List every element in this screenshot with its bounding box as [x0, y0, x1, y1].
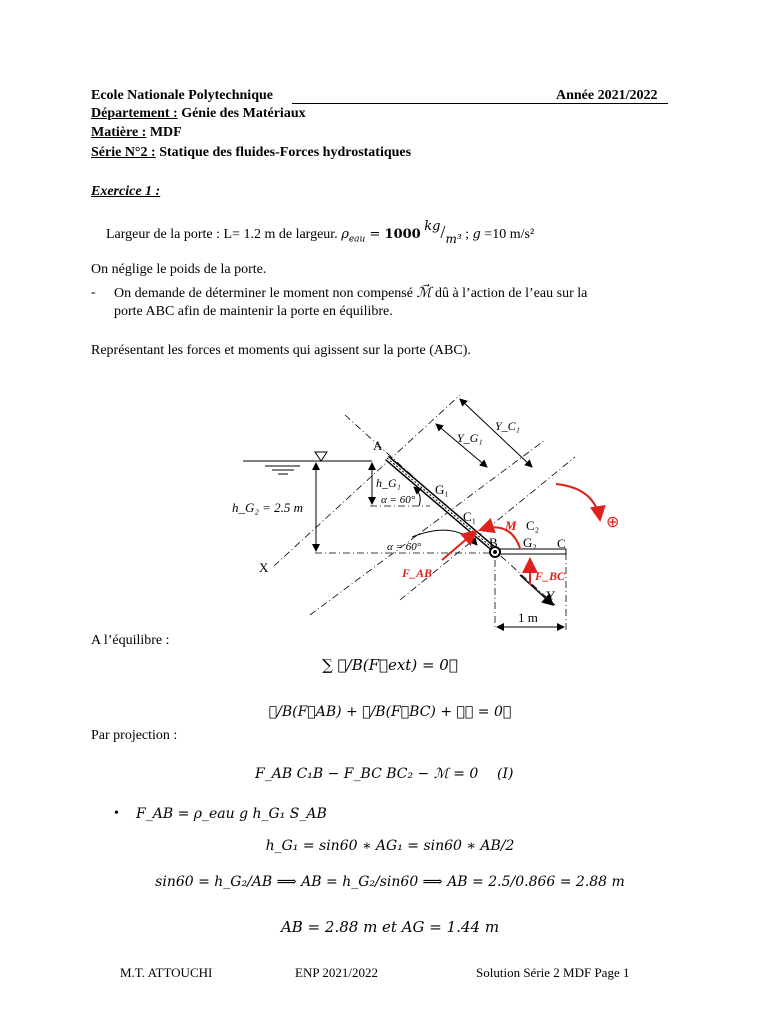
series-value: Statique des fluides-Forces hydrostatiques [155, 145, 412, 160]
force-fab-arrow [442, 531, 476, 560]
header-year: Année 2021/2022 [556, 88, 658, 103]
task-dash: - [91, 285, 96, 300]
label-g2: G₂ [523, 535, 537, 550]
gate-diagram [0, 380, 768, 640]
header-school: Ecole Nationale Polytechnique [91, 88, 273, 103]
equation-fab: F_AB = ρ_eau g h_G₁ S_AB [136, 806, 327, 822]
represent-text: Représentant les forces et moments qui agissent sur la porte (ABC). [91, 343, 471, 358]
dept-value: Génie des Matériaux [177, 106, 306, 121]
label-yg1: Y_G₁ [457, 431, 483, 445]
equation-sin60: sin60 = h_G₂/AB ⟹ AB = h_G₂/sin60 ⟹ AB = 2.5/0.866 = 2.88 m [155, 874, 625, 890]
given-text: Largeur de la porte : L= 1.2 m de largeur. [106, 227, 338, 242]
slash: / [440, 222, 446, 242]
equation-projection: F_AB C₁B − F_BC BC₂ − ℳ = 0 [255, 766, 479, 782]
equilibrium-label: A l’équilibre : [91, 633, 170, 648]
axes [274, 395, 575, 630]
equation-number: (I) [497, 766, 514, 782]
neglect-text: On néglige le poids de la porte. [91, 262, 267, 277]
header-subject [91, 125, 182, 141]
task-text-b: dû à l’action de l’eau sur la [434, 286, 588, 301]
m3-unit: m³ [445, 232, 462, 246]
label-b: B [489, 535, 498, 550]
label-fbc: F_BC [535, 569, 566, 583]
water-level-symbol [265, 452, 327, 474]
label-c1: C₁ [463, 509, 477, 524]
subject-label: Matière : [91, 125, 147, 140]
series-label: Série N°2 : [91, 145, 156, 160]
header-rule [292, 103, 668, 104]
header-department [91, 106, 306, 122]
task-line-2: porte ABC afin de maintenir la porte en équilibre. [114, 304, 393, 319]
header-series [91, 145, 411, 161]
equation-moments: ℳ/B(F⃗AB) + ℳ/B(F⃗BC) + ℳ⃗ = 0⃗ [268, 704, 512, 720]
label-1m: 1 m [518, 610, 538, 625]
label-c2: C₂ [526, 518, 540, 533]
label-positive: ⊕ [606, 514, 620, 531]
label-alpha-upper: α = 60° [381, 494, 416, 506]
moment-symbol: ℳ⃗ [416, 285, 432, 301]
label-alpha-lower: α = 60° [387, 541, 422, 553]
task-text-a: On demande de déterminer le moment non compensé [114, 286, 413, 301]
footer-right: Solution Série 2 MDF Page 1 [476, 965, 630, 980]
label-g1: G₁ [435, 482, 449, 497]
label-c: C [557, 536, 566, 551]
equation-sum-moments: ∑ ℳ/B(F⃗ext) = 0⃗ [322, 656, 458, 674]
equation-hg1: h_G₁ = sin60 ∗ AG₁ = sin60 ∗ AB/2 [265, 838, 515, 854]
label-moment: M⃗ [505, 518, 527, 533]
footer-center: ENP 2021/2022 [295, 965, 378, 980]
equation-result: AB = 2.88 m et AG = 1.44 m [280, 918, 500, 936]
given-data [106, 219, 535, 246]
label-y: Y [546, 588, 556, 603]
dept-label: Département : [91, 106, 178, 121]
footer-author: M.T. ATTOUCHI [120, 965, 213, 980]
label-a: A [373, 438, 383, 453]
bullet: • [114, 806, 119, 821]
subject-value: MDF [146, 125, 182, 140]
label-x: X [259, 560, 269, 575]
label-fab: F_AB [402, 566, 433, 580]
rho-symbol: $\rho_{eau} = 1000$ [341, 227, 421, 245]
label-yc1: Y_C₁ [495, 419, 520, 433]
exercise-title: Exercice 1 : [91, 184, 161, 199]
projection-label: Par projection : [91, 728, 178, 743]
kg-unit: kg [424, 219, 441, 234]
g-value: ; g =10 m/s² [465, 227, 535, 242]
label-hg2: h_G₂ = 2.5 m [232, 500, 304, 515]
task-line-1 [114, 285, 587, 302]
positive-direction-arrow [556, 484, 600, 520]
label-hg1: h_G₁ [376, 476, 401, 490]
